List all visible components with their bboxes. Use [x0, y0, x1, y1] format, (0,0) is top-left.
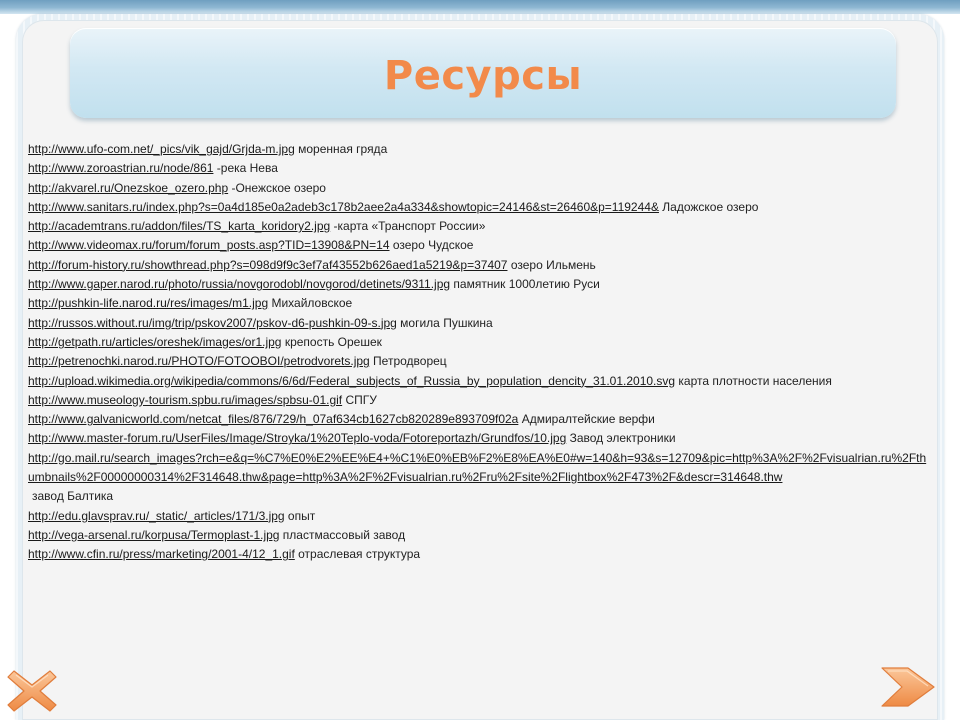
- resource-link[interactable]: http://www.galvanicworld.com/netcat_files/876/729/h_07af634cb1627cb820289e893709f02a: [28, 412, 519, 427]
- resource-description: карта плотности населения: [675, 373, 832, 388]
- resource-description: могила Пушкина: [396, 315, 493, 330]
- resource-item: [28, 545, 932, 564]
- resource-link[interactable]: http://vega-arsenal.ru/korpusa/Termoplast-1.jpg: [28, 527, 280, 542]
- resource-link[interactable]: http://petrenochki.narod.ru/PHOTO/FOTOOBOI/petrodvorets.jpg: [28, 354, 370, 369]
- next-button[interactable]: [878, 664, 938, 710]
- title-bar: [70, 28, 896, 118]
- resource-item: [28, 449, 932, 488]
- resource-link[interactable]: http://www.zoroastrian.ru/node/861: [28, 161, 214, 176]
- resource-item: [28, 256, 932, 275]
- resource-description: моренная гряда: [294, 142, 388, 156]
- resource-description: памятник 1000летию Руси: [450, 277, 600, 292]
- resource-link[interactable]: http://edu.glavsprav.ru/_static/_articles/171/3.jpg: [28, 508, 285, 523]
- resource-link[interactable]: http://akvarel.ru/Onezskoe_ozero.php: [28, 180, 229, 195]
- resource-item: [28, 217, 932, 236]
- resource-item: [28, 352, 932, 371]
- resource-link[interactable]: http://www.cfin.ru/press/marketing/2001-4/12_1.gif: [28, 547, 295, 562]
- resource-item: [28, 487, 932, 506]
- resource-item: [28, 198, 932, 217]
- resource-description: Петродворец: [369, 354, 447, 369]
- resource-link[interactable]: http://getpath.ru/articles/oreshek/images/or1.jpg: [28, 334, 282, 349]
- resource-item: [28, 429, 932, 448]
- resource-description: пластмассовый завод: [279, 527, 406, 542]
- resource-item: [28, 294, 932, 313]
- resource-link[interactable]: http://go.mail.ru/search_images?rch=e&q=%C7%E0%E2%EE%E4+%C1%E0%EB%F2%E8%EA%E0#w=140&h=93&s=12709&pic=http%3A%2F%2Fvisualrian.ru%2Fthumbnails%2F00000000314%2F314648.thw&page=http%3A%2F%2Fvisualrian.ru%2Fru%2Fsite%2Flightbox%2F473%2F&descr=314648.thw: [28, 450, 927, 485]
- resource-link[interactable]: http://www.museology-tourism.spbu.ru/images/spbsu-01.gif: [28, 392, 343, 407]
- resource-item: [28, 333, 932, 352]
- page-title: Ресурсы: [383, 53, 583, 99]
- arrow-right-icon: [878, 664, 938, 710]
- resource-item: [28, 140, 932, 159]
- close-button[interactable]: [4, 665, 60, 717]
- resource-description: Ладожское озеро: [658, 199, 759, 214]
- resource-description: -Онежское озеро: [228, 180, 326, 195]
- resource-description: Завод электроники: [566, 431, 676, 446]
- resource-item: [28, 526, 932, 545]
- resource-description: -карта «Транспорт России»: [330, 219, 486, 234]
- resource-item: [28, 372, 932, 391]
- resource-item: [28, 159, 932, 178]
- resource-item: [28, 391, 932, 410]
- resource-link[interactable]: http://www.master-forum.ru/UserFiles/Image/Stroyka/1%20Teplo-voda/Fotoreportazh/Grundfos/10.jpg: [28, 431, 567, 446]
- top-strip: [0, 0, 960, 14]
- resource-list: [28, 140, 932, 565]
- resource-item: [28, 507, 932, 526]
- resource-link[interactable]: http://upload.wikimedia.org/wikipedia/commons/6/6d/Federal_subjects_of_Russia_by_population_dencity_31.01.2010.svg: [28, 373, 676, 388]
- resource-description: завод Балтика: [32, 489, 114, 504]
- resource-description: -река Нева: [213, 161, 278, 176]
- resource-item: [28, 179, 932, 198]
- resource-description: крепость Орешек: [281, 334, 382, 349]
- x-cross-icon: [4, 665, 60, 717]
- resource-description: Адмиралтейские верфи: [518, 412, 655, 427]
- resource-link[interactable]: http://www.ufo-com.net/_pics/vik_gajd/Grjda-m.jpg: [28, 142, 295, 156]
- resource-description: озеро Чудское: [389, 238, 474, 253]
- resource-item: [28, 410, 932, 429]
- resource-description: отраслевая структура: [294, 547, 421, 562]
- resource-description: СПГУ: [342, 392, 377, 407]
- resource-item: [28, 314, 932, 333]
- resource-link[interactable]: http://academtrans.ru/addon/files/TS_karta_koridory2.jpg: [28, 219, 331, 234]
- resource-item: [28, 236, 932, 255]
- resource-link[interactable]: http://pushkin-life.narod.ru/res/images/m1.jpg: [28, 296, 269, 311]
- resource-link[interactable]: http://www.videomax.ru/forum/forum_posts.asp?TID=13908&PN=14: [28, 238, 390, 253]
- resource-link[interactable]: http://www.gaper.narod.ru/photo/russia/novgorodobl/novgorod/detinets/9311.jpg: [28, 277, 451, 292]
- resource-description: опыт: [284, 508, 316, 523]
- resource-link[interactable]: http://www.sanitars.ru/index.php?s=0a4d185e0a2adeb3c178b2aee2a4a334&showtopic=24146&st=26460&p=119244&: [28, 199, 659, 214]
- resource-link[interactable]: http://russos.without.ru/img/trip/pskov2007/pskov-d6-pushkin-09-s.jpg: [28, 315, 397, 330]
- resource-link[interactable]: http://forum-history.ru/showthread.php?s=098d9f9c3ef7af43552b626aed1a5219&p=37407: [28, 257, 508, 272]
- resource-description: Михайловское: [268, 296, 353, 311]
- resource-item: [28, 275, 932, 294]
- resource-description: озеро Ильмень: [507, 257, 596, 272]
